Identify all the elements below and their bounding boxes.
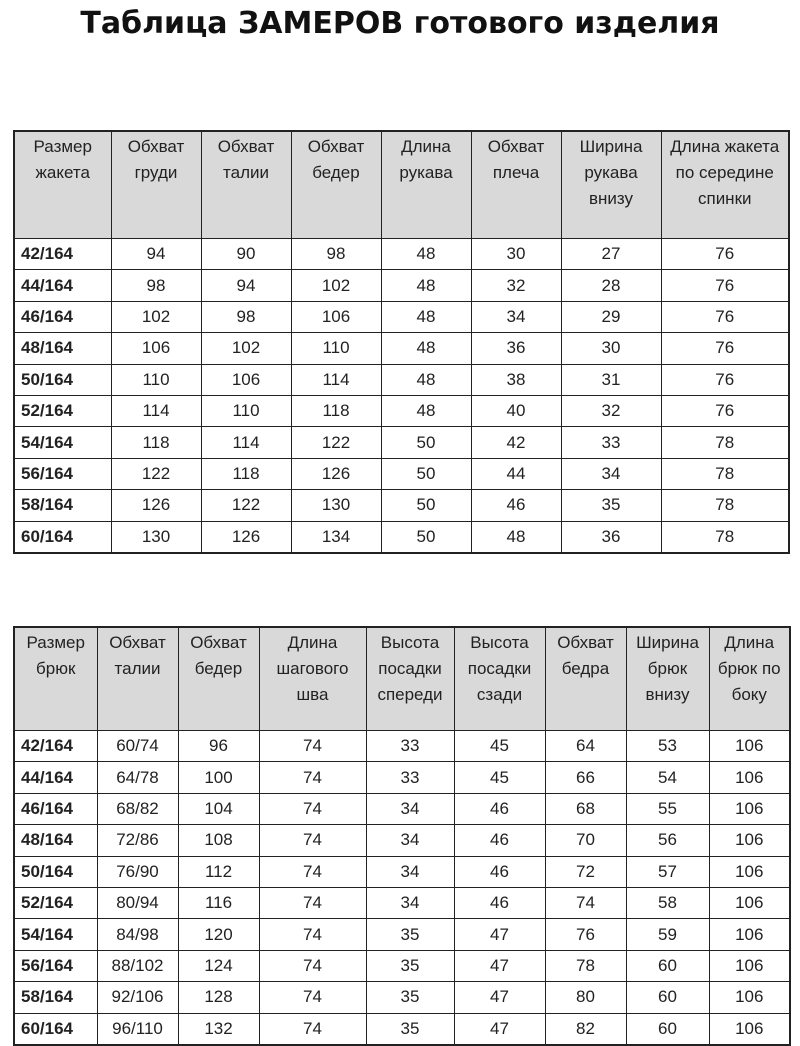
measurement-cell: 34 [366, 793, 454, 824]
measurement-cell: 76 [661, 364, 789, 395]
measurement-cell: 108 [178, 825, 259, 856]
jacket-measurements-table [13, 130, 790, 554]
size-cell: 56/164 [14, 458, 111, 489]
measurement-cell: 84/98 [97, 919, 178, 950]
measurement-cell: 130 [291, 490, 381, 521]
measurement-cell: 76 [661, 301, 789, 332]
measurement-cell: 114 [291, 364, 381, 395]
measurement-cell: 46 [454, 825, 545, 856]
size-cell: 56/164 [14, 950, 97, 981]
measurement-cell: 102 [111, 301, 201, 332]
measurement-cell: 114 [111, 395, 201, 426]
measurement-cell: 68/82 [97, 793, 178, 824]
measurement-cell: 68 [545, 793, 626, 824]
column-header: Ширина рукава внизу [561, 131, 661, 239]
pants-measurements-table [13, 626, 791, 1046]
table-row [14, 950, 790, 981]
measurement-cell: 35 [366, 950, 454, 981]
measurement-cell: 112 [178, 856, 259, 887]
measurement-cell: 98 [111, 270, 201, 301]
measurement-cell: 78 [661, 521, 789, 553]
page-title: Таблица ЗАМЕРОВ готового изделия [80, 6, 720, 41]
measurement-cell: 128 [178, 982, 259, 1013]
measurement-cell: 60/74 [97, 731, 178, 762]
column-header: Размер жакета [14, 131, 111, 239]
header-row [14, 627, 790, 731]
size-cell: 42/164 [14, 731, 97, 762]
table-row [14, 395, 789, 426]
size-cell: 60/164 [14, 1013, 97, 1045]
table-row [14, 919, 790, 950]
jacket-table-header [14, 131, 789, 239]
measurement-cell: 35 [366, 982, 454, 1013]
measurement-cell: 74 [259, 982, 366, 1013]
measurement-cell: 106 [709, 793, 790, 824]
measurement-cell: 44 [471, 458, 561, 489]
measurement-cell: 88/102 [97, 950, 178, 981]
table-row [14, 887, 790, 918]
measurement-cell: 50 [381, 427, 471, 458]
column-header: Длина жакета по середине спинки [661, 131, 789, 239]
table-row [14, 364, 789, 395]
table-row [14, 856, 790, 887]
measurement-cell: 54 [626, 762, 709, 793]
measurement-cell: 72/86 [97, 825, 178, 856]
measurement-cell: 66 [545, 762, 626, 793]
measurement-cell: 76 [661, 270, 789, 301]
measurement-cell: 104 [178, 793, 259, 824]
measurement-cell: 118 [201, 458, 291, 489]
measurement-cell: 98 [291, 239, 381, 270]
measurement-cell: 34 [366, 825, 454, 856]
table-row [14, 270, 789, 301]
measurement-cell: 116 [178, 887, 259, 918]
column-header: Обхват талии [97, 627, 178, 731]
measurement-cell: 106 [709, 919, 790, 950]
measurement-cell: 126 [201, 521, 291, 553]
measurement-cell: 60 [626, 950, 709, 981]
measurement-cell: 74 [259, 762, 366, 793]
measurement-cell: 96 [178, 731, 259, 762]
table-row [14, 458, 789, 489]
table-row [14, 427, 789, 458]
measurement-cell: 35 [561, 490, 661, 521]
measurement-cell: 76 [661, 333, 789, 364]
measurement-cell: 78 [545, 950, 626, 981]
table-row [14, 825, 790, 856]
measurement-cell: 124 [178, 950, 259, 981]
measurement-cell: 47 [454, 1013, 545, 1045]
size-cell: 52/164 [14, 887, 97, 918]
pants-table-body [14, 731, 790, 1045]
measurement-cell: 98 [201, 301, 291, 332]
measurement-cell: 74 [259, 950, 366, 981]
table-row [14, 982, 790, 1013]
measurement-cell: 60 [626, 1013, 709, 1045]
measurement-cell: 42 [471, 427, 561, 458]
measurement-cell: 50 [381, 490, 471, 521]
measurement-cell: 50 [381, 521, 471, 553]
measurement-cell: 110 [291, 333, 381, 364]
measurement-cell: 36 [561, 521, 661, 553]
measurement-cell: 48 [471, 521, 561, 553]
table-row [14, 333, 789, 364]
measurement-cell: 78 [661, 458, 789, 489]
measurement-cell: 122 [111, 458, 201, 489]
column-header: Длина брюк по боку [709, 627, 790, 731]
table-row [14, 301, 789, 332]
measurement-cell: 47 [454, 982, 545, 1013]
size-cell: 60/164 [14, 521, 111, 553]
measurement-cell: 94 [201, 270, 291, 301]
measurement-cell: 70 [545, 825, 626, 856]
measurement-cell: 58 [626, 887, 709, 918]
measurement-cell: 45 [454, 762, 545, 793]
measurement-cell: 106 [709, 825, 790, 856]
measurement-cell: 106 [201, 364, 291, 395]
measurement-cell: 106 [709, 950, 790, 981]
measurement-cell: 106 [709, 887, 790, 918]
measurement-cell: 110 [201, 395, 291, 426]
pants-table-header [14, 627, 790, 731]
measurement-cell: 126 [111, 490, 201, 521]
measurement-cell: 32 [471, 270, 561, 301]
size-cell: 44/164 [14, 762, 97, 793]
measurement-cell: 38 [471, 364, 561, 395]
size-cell: 48/164 [14, 333, 111, 364]
measurement-cell: 46 [454, 793, 545, 824]
measurement-cell: 34 [366, 887, 454, 918]
measurement-cell: 33 [366, 731, 454, 762]
measurement-cell: 106 [709, 1013, 790, 1045]
measurement-cell: 47 [454, 919, 545, 950]
size-cell: 42/164 [14, 239, 111, 270]
size-cell: 46/164 [14, 793, 97, 824]
measurement-cell: 92/106 [97, 982, 178, 1013]
measurement-cell: 74 [259, 887, 366, 918]
column-header: Длина шагового шва [259, 627, 366, 731]
table-row [14, 731, 790, 762]
measurement-cell: 118 [291, 395, 381, 426]
measurement-cell: 30 [471, 239, 561, 270]
measurement-cell: 102 [291, 270, 381, 301]
measurement-cell: 29 [561, 301, 661, 332]
column-header: Обхват плеча [471, 131, 561, 239]
column-header: Высота посадки спереди [366, 627, 454, 731]
size-cell: 54/164 [14, 919, 97, 950]
measurement-cell: 55 [626, 793, 709, 824]
measurement-cell: 74 [259, 1013, 366, 1045]
measurement-cell: 34 [561, 458, 661, 489]
size-cell: 58/164 [14, 982, 97, 1013]
size-cell: 58/164 [14, 490, 111, 521]
measurement-cell: 34 [471, 301, 561, 332]
table-row [14, 521, 789, 553]
measurement-cell: 80/94 [97, 887, 178, 918]
header-row [14, 131, 789, 239]
measurement-cell: 76/90 [97, 856, 178, 887]
measurement-cell: 27 [561, 239, 661, 270]
measurement-cell: 64 [545, 731, 626, 762]
measurement-cell: 94 [111, 239, 201, 270]
measurement-cell: 48 [381, 239, 471, 270]
table-row [14, 793, 790, 824]
measurement-cell: 48 [381, 364, 471, 395]
column-header: Обхват груди [111, 131, 201, 239]
measurement-cell: 40 [471, 395, 561, 426]
measurement-cell: 46 [454, 887, 545, 918]
measurement-cell: 76 [661, 239, 789, 270]
measurement-cell: 34 [366, 856, 454, 887]
measurement-cell: 74 [259, 793, 366, 824]
measurement-cell: 48 [381, 301, 471, 332]
measurement-cell: 46 [471, 490, 561, 521]
measurement-cell: 78 [661, 427, 789, 458]
measurement-cell: 30 [561, 333, 661, 364]
column-header: Обхват бедер [291, 131, 381, 239]
table-row [14, 1013, 790, 1045]
measurement-cell: 76 [661, 395, 789, 426]
measurement-cell: 106 [709, 731, 790, 762]
measurement-cell: 74 [259, 731, 366, 762]
size-cell: 54/164 [14, 427, 111, 458]
measurement-cell: 33 [366, 762, 454, 793]
size-cell: 50/164 [14, 856, 97, 887]
measurement-cell: 106 [111, 333, 201, 364]
measurement-cell: 74 [259, 825, 366, 856]
measurement-cell: 130 [111, 521, 201, 553]
measurement-cell: 33 [561, 427, 661, 458]
measurement-cell: 76 [545, 919, 626, 950]
measurement-cell: 126 [291, 458, 381, 489]
measurement-cell: 118 [111, 427, 201, 458]
measurement-cell: 106 [709, 762, 790, 793]
measurement-cell: 120 [178, 919, 259, 950]
column-header: Высота посадки сзади [454, 627, 545, 731]
measurement-cell: 48 [381, 395, 471, 426]
measurement-cell: 82 [545, 1013, 626, 1045]
column-header: Обхват бедер [178, 627, 259, 731]
measurement-cell: 74 [259, 856, 366, 887]
measurement-cell: 132 [178, 1013, 259, 1045]
measurement-cell: 47 [454, 950, 545, 981]
measurement-cell: 50 [381, 458, 471, 489]
measurement-cell: 106 [709, 856, 790, 887]
column-header: Обхват талии [201, 131, 291, 239]
measurement-cell: 31 [561, 364, 661, 395]
table-row [14, 239, 789, 270]
column-header: Длина рукава [381, 131, 471, 239]
measurement-cell: 35 [366, 919, 454, 950]
size-cell: 46/164 [14, 301, 111, 332]
table-row [14, 762, 790, 793]
measurement-cell: 32 [561, 395, 661, 426]
jacket-table-body [14, 239, 789, 553]
size-cell: 50/164 [14, 364, 111, 395]
measurement-cell: 48 [381, 333, 471, 364]
table-row [14, 490, 789, 521]
measurement-cell: 134 [291, 521, 381, 553]
measurement-cell: 80 [545, 982, 626, 1013]
size-cell: 48/164 [14, 825, 97, 856]
measurement-cell: 45 [454, 731, 545, 762]
column-header: Размер брюк [14, 627, 97, 731]
measurement-cell: 35 [366, 1013, 454, 1045]
measurement-cell: 48 [381, 270, 471, 301]
measurement-cell: 114 [201, 427, 291, 458]
measurement-cell: 72 [545, 856, 626, 887]
measurement-cell: 90 [201, 239, 291, 270]
measurement-cell: 74 [545, 887, 626, 918]
measurement-cell: 96/110 [97, 1013, 178, 1045]
measurement-cell: 110 [111, 364, 201, 395]
measurement-cell: 56 [626, 825, 709, 856]
measurement-cell: 106 [291, 301, 381, 332]
measurement-cell: 46 [454, 856, 545, 887]
measurement-cell: 36 [471, 333, 561, 364]
measurement-cell: 122 [201, 490, 291, 521]
measurement-cell: 122 [291, 427, 381, 458]
measurement-cell: 53 [626, 731, 709, 762]
measurement-cell: 102 [201, 333, 291, 364]
size-cell: 52/164 [14, 395, 111, 426]
column-header: Обхват бедра [545, 627, 626, 731]
measurement-cell: 28 [561, 270, 661, 301]
measurement-cell: 64/78 [97, 762, 178, 793]
measurement-cell: 78 [661, 490, 789, 521]
column-header: Ширина брюк внизу [626, 627, 709, 731]
measurement-cell: 100 [178, 762, 259, 793]
measurement-cell: 59 [626, 919, 709, 950]
size-cell: 44/164 [14, 270, 111, 301]
measurement-cell: 106 [709, 982, 790, 1013]
measurement-cell: 57 [626, 856, 709, 887]
measurement-cell: 60 [626, 982, 709, 1013]
measurement-cell: 74 [259, 919, 366, 950]
